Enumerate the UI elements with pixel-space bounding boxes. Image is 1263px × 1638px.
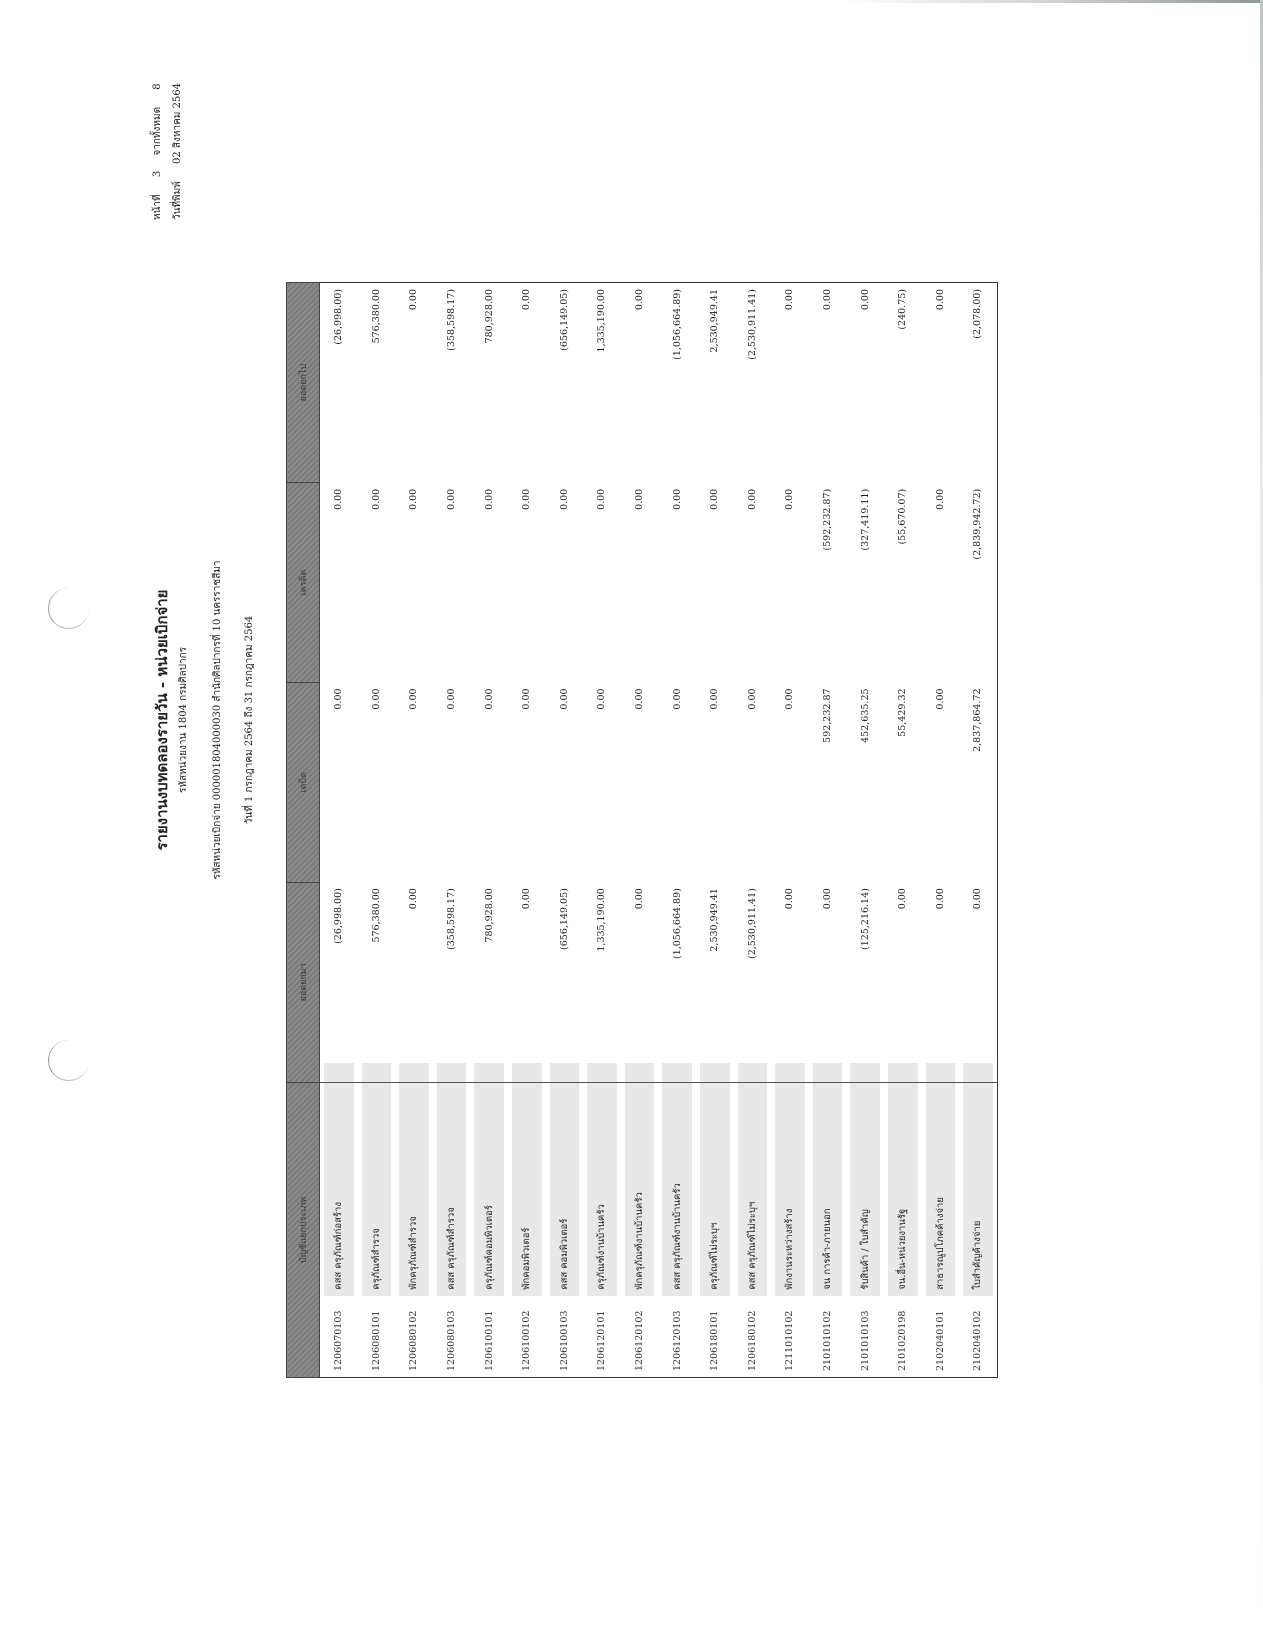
account-name: ใบสำคัญค้างจ่าย [959, 1082, 997, 1295]
credit-amount: (2,839,942.72) [972, 488, 984, 560]
account-code: 1206070103 [333, 1310, 345, 1371]
scan-edge [840, 0, 1263, 3]
account-code: 1206080102 [408, 1310, 420, 1371]
total-pages-label: จากทั้งหมด [152, 106, 163, 156]
closing-balance: 0.00 [408, 289, 420, 311]
opening-balance: (656,149.05) [546, 882, 584, 1082]
table-row [734, 283, 772, 1378]
debit-amount: 0.00 [333, 688, 345, 710]
account-name: พักงานระหว่างสร้าง [771, 1082, 809, 1295]
account-code: 1206080101 [370, 1310, 382, 1371]
print-date: 02 สิงหาคม 2564 [172, 82, 183, 164]
debit-amount: 0.00 [671, 688, 683, 710]
account-code: 1206120103 [671, 1310, 683, 1371]
account-code: 1206100103 [558, 1310, 570, 1371]
opening-balance: 0.00 [809, 882, 847, 1082]
closing-balance: 0.00 [634, 289, 646, 311]
account-name: จน.อื่น-หน่วยงานรัฐ [884, 1082, 922, 1295]
credit-amount: 0.00 [333, 488, 345, 510]
account-code: 1206120102 [634, 1310, 646, 1371]
header-debit: เดบิต [287, 682, 320, 882]
account-name: คสส ครุภัณฑ์งานบ้านครัว [658, 1082, 696, 1295]
table-row [508, 283, 546, 1378]
account-name: สาธารณูปโภคค้างจ่าย [922, 1082, 960, 1295]
opening-balance: 0.00 [621, 882, 659, 1082]
closing-balance: (1,056,664.89) [671, 289, 683, 360]
closing-balance: (240.75) [897, 289, 909, 330]
debit-amount: 0.00 [934, 688, 946, 710]
table-row [771, 283, 809, 1378]
debit-amount: 0.00 [634, 688, 646, 710]
trial-balance-table [286, 282, 998, 1378]
account-name: พักคอมพิวเตอร์ [508, 1082, 546, 1295]
table-row [546, 283, 584, 1378]
closing-balance: (656,149.05) [558, 289, 570, 351]
print-date-label: วันที่พิมพ์ [172, 181, 183, 220]
disbursing-unit-line: รหัสหน่วยเบิกจ่าย 000001804000030 สำนักศิลปากรที่ 10 นครราชสีมา [212, 560, 223, 880]
opening-balance: 576,380.00 [358, 882, 396, 1082]
account-name: คสส ครุภัณฑ์ก่อสร้าง [320, 1082, 358, 1295]
opening-balance: 0.00 [771, 882, 809, 1082]
credit-amount: 0.00 [934, 488, 946, 510]
table-row [395, 283, 433, 1378]
credit-amount: 0.00 [446, 488, 458, 510]
opening-balance: 0.00 [922, 882, 960, 1082]
credit-amount: 0.00 [558, 488, 570, 510]
debit-amount: 0.00 [370, 688, 382, 710]
punch-hole [48, 588, 89, 629]
debit-amount: 2,837,864.72 [972, 688, 984, 752]
debit-amount: 0.00 [558, 688, 570, 710]
account-code: 1206080103 [446, 1310, 458, 1371]
account-code: 1206100101 [483, 1310, 495, 1371]
opening-balance: 780,928.00 [470, 882, 508, 1082]
table-row [846, 283, 884, 1378]
credit-amount: 0.00 [370, 488, 382, 510]
opening-balance: 0.00 [959, 882, 997, 1082]
account-code: 1206120101 [596, 1310, 608, 1371]
opening-balance: (125,216.14) [846, 882, 884, 1082]
debit-amount: 452,635.25 [859, 688, 871, 743]
unit-line: รหัสหน่วยงาน 1804 กรมศิลปากร [178, 647, 189, 793]
account-code: 1206100102 [521, 1310, 533, 1371]
page-info [148, 60, 188, 220]
debit-amount: 0.00 [746, 688, 758, 710]
account-name: คสส คอมพิวเตอร์ [546, 1082, 584, 1295]
report-page [150, 82, 1010, 1450]
closing-balance: (26,998.00) [333, 289, 345, 345]
account-code: 2101010102 [822, 1310, 834, 1371]
table-row [583, 283, 621, 1378]
page-number: 3 [152, 170, 163, 178]
opening-balance: (26,998.00) [320, 882, 358, 1082]
debit-amount: 55,429.32 [897, 688, 909, 737]
account-code: 2102040101 [934, 1310, 946, 1371]
account-name: ครุภัณฑ์งานบ้านครัว [583, 1082, 621, 1295]
table-row [922, 283, 960, 1378]
table-row [358, 283, 396, 1378]
opening-balance: 1,335,190.00 [583, 882, 621, 1082]
account-code: 2102040102 [972, 1310, 984, 1371]
header-credit: เครดิต [287, 483, 320, 683]
account-name: พักครุภัณฑ์สำรวจ [395, 1082, 433, 1295]
opening-balance: (2,530,911.41) [734, 882, 772, 1082]
opening-balance: (1,056,664.89) [658, 882, 696, 1082]
table-row [884, 283, 922, 1378]
account-name: คสส ครุภัณฑ์ไม่ระบุฯ [734, 1082, 772, 1295]
table-row [809, 283, 847, 1378]
credit-amount: (327,419.11) [859, 488, 871, 551]
account-code: 2101010103 [859, 1310, 871, 1371]
table-row [320, 283, 358, 1378]
table-row [696, 283, 734, 1378]
credit-amount: 0.00 [408, 488, 420, 510]
closing-balance: (2,530,911.41) [746, 289, 758, 360]
closing-balance: 0.00 [784, 289, 796, 311]
account-code: 1206180101 [709, 1310, 721, 1371]
table-row [658, 283, 696, 1378]
total-pages: 8 [152, 83, 163, 90]
opening-balance: 0.00 [508, 882, 546, 1082]
credit-amount: 0.00 [483, 488, 495, 510]
closing-balance: (358,598.17) [446, 289, 458, 351]
opening-balance: 0.00 [884, 882, 922, 1082]
account-name: ครุภัณฑ์ไม่ระบุฯ [696, 1082, 734, 1295]
credit-amount: 0.00 [671, 488, 683, 510]
closing-balance: 0.00 [521, 289, 533, 311]
credit-amount: 0.00 [596, 488, 608, 510]
opening-balance: (358,598.17) [433, 882, 471, 1082]
debit-amount: 592,232.87 [822, 688, 834, 743]
table-header [287, 283, 320, 1378]
page-label: หน้าที่ [152, 194, 163, 220]
closing-balance: 2,530,949.41 [709, 289, 721, 353]
debit-amount: 0.00 [784, 688, 796, 710]
opening-balance: 0.00 [395, 882, 433, 1082]
account-name: คสส ครุภัณฑ์สำรวจ [433, 1082, 471, 1295]
credit-amount: 0.00 [746, 488, 758, 510]
closing-balance: (2,078.00) [972, 289, 984, 339]
debit-amount: 0.00 [483, 688, 495, 710]
header-closing: ยอดยกไป [287, 283, 320, 483]
opening-balance: 2,530,949.41 [696, 882, 734, 1082]
date-range-line: วันที่ 1 กรกฎาคม 2564 ถึง 31 กรกฎาคม 2564 [244, 615, 255, 825]
closing-balance: 780,928.00 [483, 289, 495, 344]
credit-amount: (55,670.07) [897, 488, 909, 545]
table-body [320, 283, 998, 1378]
debit-amount: 0.00 [446, 688, 458, 710]
account-code: 1206180102 [746, 1310, 758, 1371]
punch-hole [48, 1040, 89, 1081]
closing-balance: 0.00 [822, 289, 834, 311]
table-row [470, 283, 508, 1378]
credit-amount: 0.00 [784, 488, 796, 510]
account-name: พักครุภัณฑ์งานบ้านครัว [621, 1082, 659, 1295]
debit-amount: 0.00 [709, 688, 721, 710]
header-account: บัญชีแยกประเภท [287, 1082, 320, 1377]
credit-amount: 0.00 [634, 488, 646, 510]
account-name: รับสินค้า / ใบสำคัญ [846, 1082, 884, 1295]
debit-amount: 0.00 [596, 688, 608, 710]
report-title: รายงานงบทดลองรายวัน - หน่วยเบิกจ่าย [153, 589, 171, 851]
table-row [621, 283, 659, 1378]
closing-balance: 0.00 [934, 289, 946, 311]
account-code: 1211010102 [784, 1310, 796, 1371]
credit-amount: 0.00 [709, 488, 721, 510]
header-opening: ยอดยกมา [287, 882, 320, 1082]
account-name: ครุภัณฑ์สำรวจ [358, 1082, 396, 1295]
table-row [433, 283, 471, 1378]
table-row [959, 283, 997, 1378]
debit-amount: 0.00 [521, 688, 533, 710]
account-name: ครุภัณฑ์คอมพิวเตอร์ [470, 1082, 508, 1295]
credit-amount: (592,232.87) [822, 488, 834, 551]
account-code: 2101020198 [897, 1310, 909, 1371]
closing-balance: 0.00 [859, 289, 871, 311]
credit-amount: 0.00 [521, 488, 533, 510]
closing-balance: 576,380.00 [370, 289, 382, 344]
closing-balance: 1,335,190.00 [596, 289, 608, 353]
account-name: จน การค้า-ภายนอก [809, 1082, 847, 1295]
debit-amount: 0.00 [408, 688, 420, 710]
